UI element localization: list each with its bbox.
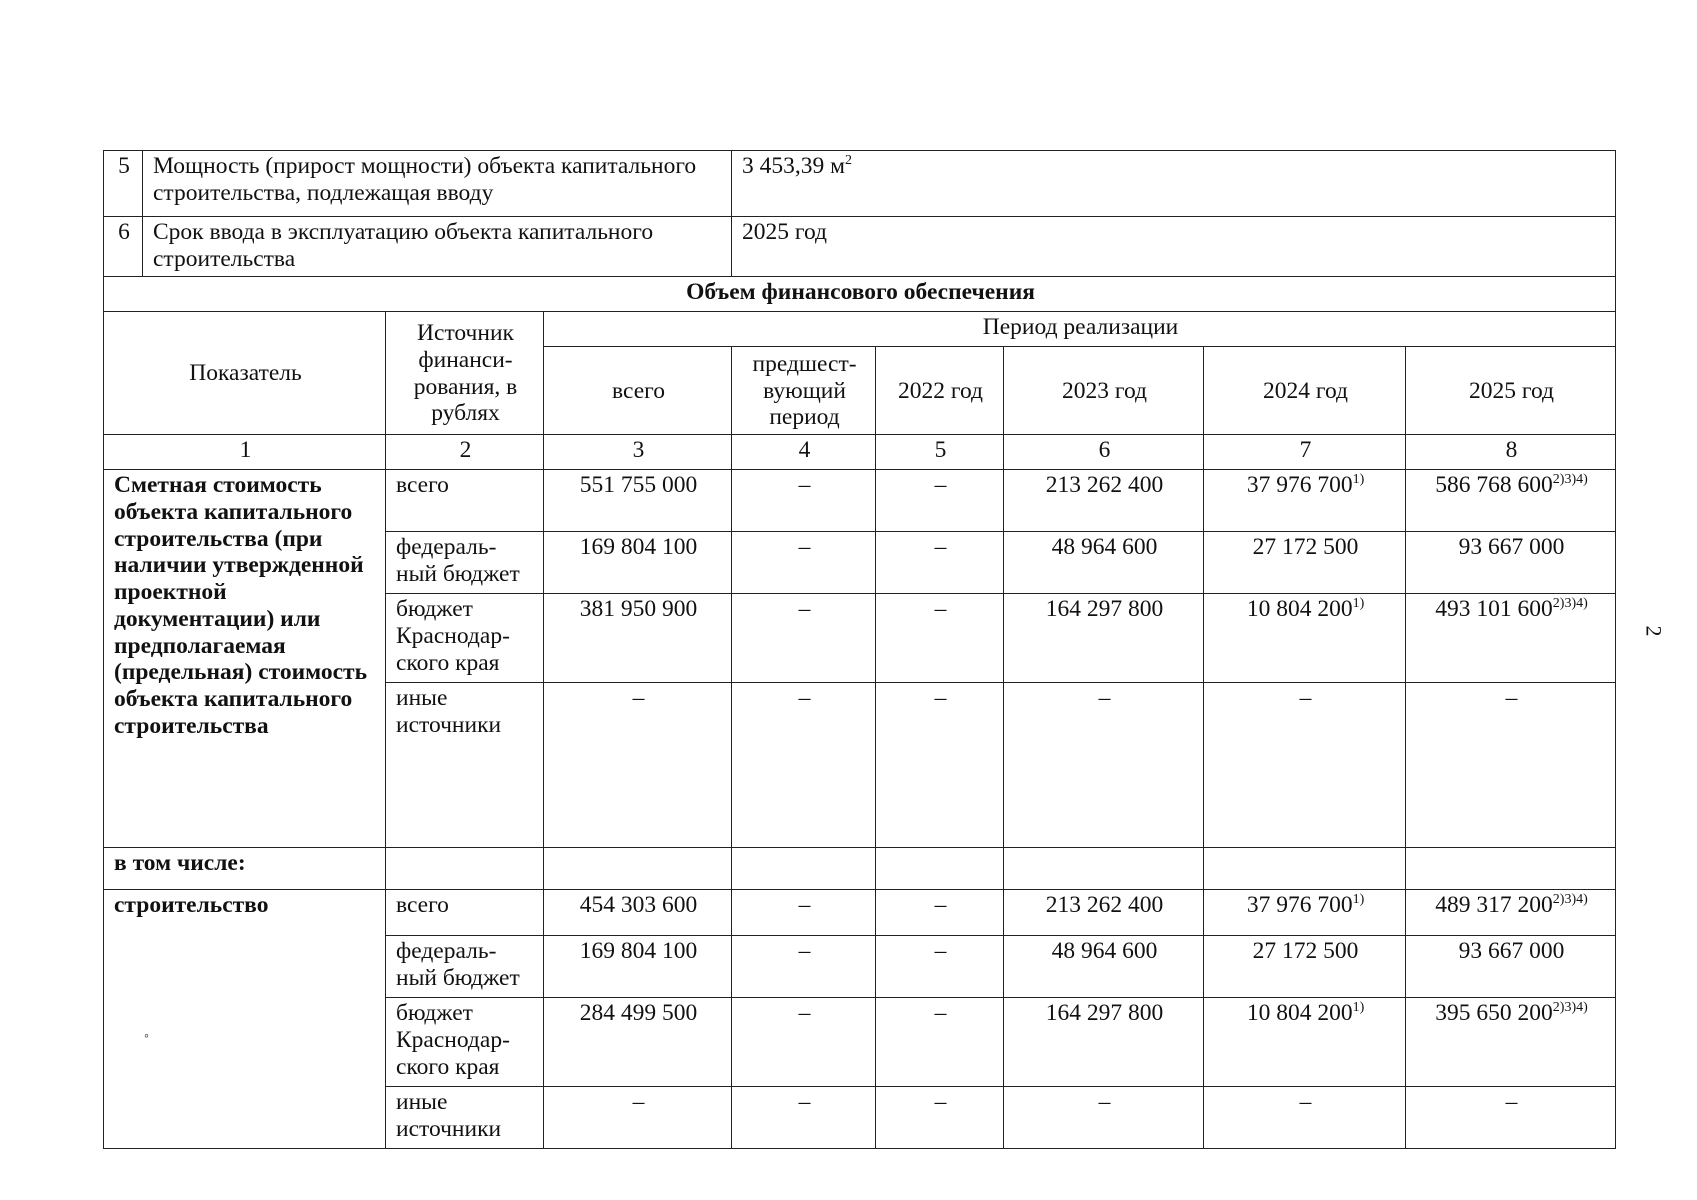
y2024-cell: 27 172 500 (1204, 936, 1406, 998)
y2025-cell: 586 768 $600^{2)3)4)}$ (1406, 470, 1616, 532)
source-cell: иные источники (386, 683, 544, 848)
total-cell: – (544, 683, 732, 848)
header-previous-period: предшест-вующий период (732, 347, 876, 435)
column-number: 5 (876, 435, 1004, 470)
y2025-cell: 489 317 $200^{2)3)4)}$ (1406, 890, 1616, 936)
info-row-value: 3 453,39 $м^2$ (732, 151, 1616, 217)
y2023-cell: 164 297 800 (1004, 998, 1204, 1087)
y2025-cell: 93 667 000 (1406, 532, 1616, 594)
table-row (104, 470, 1616, 532)
y2025-cell: 93 667 000 (1406, 936, 1616, 998)
column-number: 1 (104, 435, 386, 470)
y2022-cell: – (876, 1087, 1004, 1149)
previous-cell: – (732, 1087, 876, 1149)
previous-cell: – (732, 532, 876, 594)
y2023-cell: 213 262 400 (1004, 890, 1204, 936)
y2025-cell: – (1406, 683, 1616, 848)
column-number: 8 (1406, 435, 1616, 470)
total-cell: 454 303 600 (544, 890, 732, 936)
y2023-cell: – (1004, 683, 1204, 848)
column-number: 7 (1204, 435, 1406, 470)
total-cell: 381 950 900 (544, 594, 732, 683)
previous-cell: – (732, 936, 876, 998)
y2025-cell: 395 650 $200^{2)3)4)}$ (1406, 998, 1616, 1087)
group-label-estimated-cost: Сметная стоимость объекта капитального строительства (при наличии утвержденной проектной документации) или предполагаемая (предельная) стоимость объекта капитального строительства (104, 470, 386, 848)
previous-cell: – (732, 890, 876, 936)
header-source: Источник финанси-рования, в рублях (386, 312, 544, 435)
including-label: в том числе: (104, 848, 386, 890)
y2024-cell: 10 804 200$^{1)}$ (1204, 594, 1406, 683)
info-row-label: Мощность (прирост мощности) объекта капитального строительства, подлежащая вводу (143, 151, 732, 217)
info-row-value: 2025 год (732, 217, 1616, 277)
header-2024: 2024 год (1204, 347, 1406, 435)
column-number: 2 (386, 435, 544, 470)
page-number: 2 (1641, 625, 1667, 637)
y2024-cell: 10 804 200$^{1)}$ (1204, 998, 1406, 1087)
y2022-cell: – (876, 998, 1004, 1087)
total-cell: 284 499 500 (544, 998, 732, 1087)
previous-cell: – (732, 998, 876, 1087)
total-cell: 169 804 100 (544, 532, 732, 594)
y2025-cell: 493 101 $600^{2)3)4)}$ (1406, 594, 1616, 683)
table-row (104, 890, 1616, 936)
header-period: Период реализации (544, 312, 1616, 347)
column-numbers-row (104, 435, 1616, 470)
y2023-cell: – (1004, 1087, 1204, 1149)
y2022-cell: – (876, 936, 1004, 998)
source-cell: всего (386, 890, 544, 936)
total-cell: – (544, 1087, 732, 1149)
info-row-number: 5 (104, 151, 143, 217)
y2022-cell: – (876, 470, 1004, 532)
y2025-cell: – (1406, 1087, 1616, 1149)
financing-table (103, 150, 1616, 1149)
info-row-capacity (104, 151, 1616, 217)
y2024-cell: 37 976 700$^{1)}$ (1204, 890, 1406, 936)
previous-cell: – (732, 470, 876, 532)
y2024-cell: 27 172 500 (1204, 532, 1406, 594)
previous-cell: – (732, 594, 876, 683)
y2024-cell: – (1204, 683, 1406, 848)
y2023-cell: 213 262 400 (1004, 470, 1204, 532)
source-cell: федераль-ный бюджет (386, 532, 544, 594)
header-2025: 2025 год (1406, 347, 1616, 435)
y2023-cell: 48 964 600 (1004, 936, 1204, 998)
previous-cell: – (732, 683, 876, 848)
header-indicator: Показатель (104, 312, 386, 435)
source-cell: бюджет Краснодар-ского края (386, 998, 544, 1087)
y2022-cell: – (876, 890, 1004, 936)
y2024-cell: 37 976 700$^{1)}$ (1204, 470, 1406, 532)
source-cell: иные источники (386, 1087, 544, 1149)
header-total: всего (544, 347, 732, 435)
info-row-commissioning (104, 217, 1616, 277)
total-cell: 551 755 000 (544, 470, 732, 532)
header-2022: 2022 год (876, 347, 1004, 435)
total-cell: 169 804 100 (544, 936, 732, 998)
column-number: 4 (732, 435, 876, 470)
header-2023: 2023 год (1004, 347, 1204, 435)
y2022-cell: – (876, 594, 1004, 683)
info-row-label: Срок ввода в эксплуатацию объекта капитального строительства (143, 217, 732, 277)
y2023-cell: 48 964 600 (1004, 532, 1204, 594)
source-cell: всего (386, 470, 544, 532)
source-cell: бюджет Краснодар-ского края (386, 594, 544, 683)
source-cell: федераль-ный бюджет (386, 936, 544, 998)
y2022-cell: – (876, 683, 1004, 848)
info-row-number: 6 (104, 217, 143, 277)
y2023-cell: 164 297 800 (1004, 594, 1204, 683)
including-row (104, 848, 1616, 890)
y2022-cell: – (876, 532, 1004, 594)
group-label-construction: строительство ◦ (104, 890, 386, 1149)
column-number: 3 (544, 435, 732, 470)
section-title: Объем финансового обеспечения (104, 277, 1616, 312)
y2024-cell: – (1204, 1087, 1406, 1149)
column-number: 6 (1004, 435, 1204, 470)
bullet-mark: ◦ (144, 1028, 149, 1044)
